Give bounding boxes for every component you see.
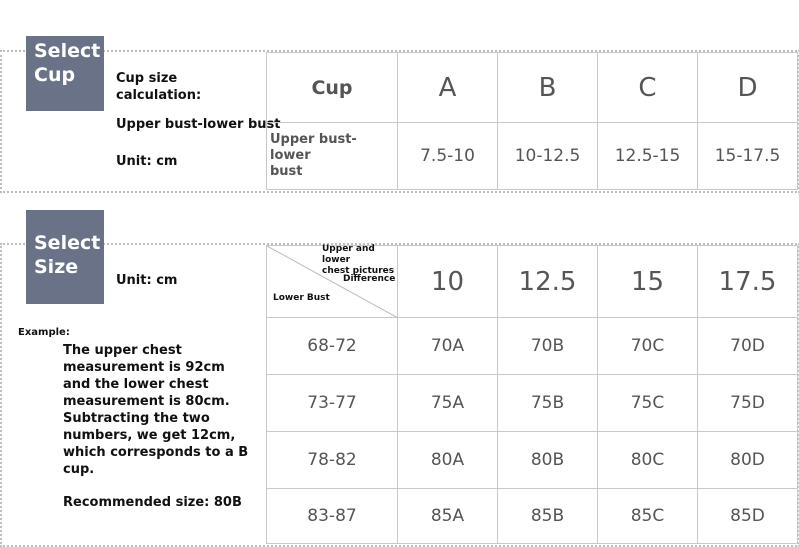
example-line: The upper chest xyxy=(63,343,182,358)
cup-unit-label: Unit: cm xyxy=(116,154,178,169)
size-unit-label: Unit: cm xyxy=(116,273,178,288)
select-cup-badge xyxy=(26,36,104,111)
badge-line: Cup xyxy=(34,64,76,86)
size-table xyxy=(266,245,798,544)
corner-top-label xyxy=(322,244,397,277)
badge-line: Select xyxy=(34,40,101,62)
badge-line: Select xyxy=(34,232,101,254)
cup-range-cell: 15-17.5 xyxy=(698,123,798,190)
cup-header-cell: C xyxy=(598,53,698,123)
example-line: which corresponds to a B xyxy=(63,445,249,460)
difference-header: 12.5 xyxy=(498,246,598,318)
difference-header: 15 xyxy=(598,246,698,318)
size-cell: 80A xyxy=(398,432,498,489)
size-cell: 85A xyxy=(398,489,498,544)
example-line: and the lower chest xyxy=(63,377,209,392)
size-cell: 75D xyxy=(698,375,798,432)
example-line: measurement is 80cm. xyxy=(63,394,230,409)
corner-line: Upper and lower xyxy=(322,244,375,265)
label-line: Cup size xyxy=(116,71,178,86)
example-text xyxy=(63,342,248,478)
corner-diff-label: Difference xyxy=(343,274,396,284)
cup-range-cell: 10-12.5 xyxy=(498,123,598,190)
difference-header: 17.5 xyxy=(698,246,798,318)
cup-header-label: Cup xyxy=(267,53,398,123)
size-cell: 75C xyxy=(598,375,698,432)
size-cell: 85C xyxy=(598,489,698,544)
example-line: numbers, we get 12cm, xyxy=(63,428,236,443)
cup-row-label xyxy=(267,123,398,190)
size-cell: 70B xyxy=(498,318,598,375)
corner-line: chest pictures xyxy=(322,266,395,276)
corner-bottom-label: Lower Bust xyxy=(273,293,330,303)
example-line: Subtracting the two xyxy=(63,411,210,426)
difference-header: 10 xyxy=(398,246,498,318)
size-cell: 70D xyxy=(698,318,798,375)
row-label-line: bust xyxy=(270,164,303,179)
badge-line: Size xyxy=(34,256,79,278)
row-label-line: Upper bust-lower xyxy=(270,132,357,163)
size-cell: 80B xyxy=(498,432,598,489)
lower-bust-range: 68-72 xyxy=(267,318,398,375)
recommended-size: Recommended size: 80B xyxy=(63,495,242,510)
cup-header-cell: D xyxy=(698,53,798,123)
size-cell: 85B xyxy=(498,489,598,544)
corner-cell xyxy=(267,246,398,318)
example-line: cup. xyxy=(63,462,95,477)
cup-range-cell: 7.5-10 xyxy=(398,123,498,190)
size-cell: 75A xyxy=(398,375,498,432)
size-cell: 70C xyxy=(598,318,698,375)
example-line: measurement is 92cm xyxy=(63,360,225,375)
example-title: Example: xyxy=(18,327,70,338)
label-line: calculation: xyxy=(116,88,202,103)
cup-range-cell: 12.5-15 xyxy=(598,123,698,190)
size-cell: 80D xyxy=(698,432,798,489)
cup-calc-label xyxy=(116,70,201,104)
size-cell: 80C xyxy=(598,432,698,489)
lower-bust-range: 73-77 xyxy=(267,375,398,432)
cup-header-cell: B xyxy=(498,53,598,123)
cup-table xyxy=(266,52,798,190)
lower-bust-range: 78-82 xyxy=(267,432,398,489)
select-size-badge xyxy=(26,210,104,304)
lower-bust-range: 83-87 xyxy=(267,489,398,544)
cup-header-cell: A xyxy=(398,53,498,123)
size-cell: 70A xyxy=(398,318,498,375)
cup-formula-label: Upper bust-lower bust xyxy=(116,117,281,132)
size-cell: 85D xyxy=(698,489,798,544)
size-cell: 75B xyxy=(498,375,598,432)
